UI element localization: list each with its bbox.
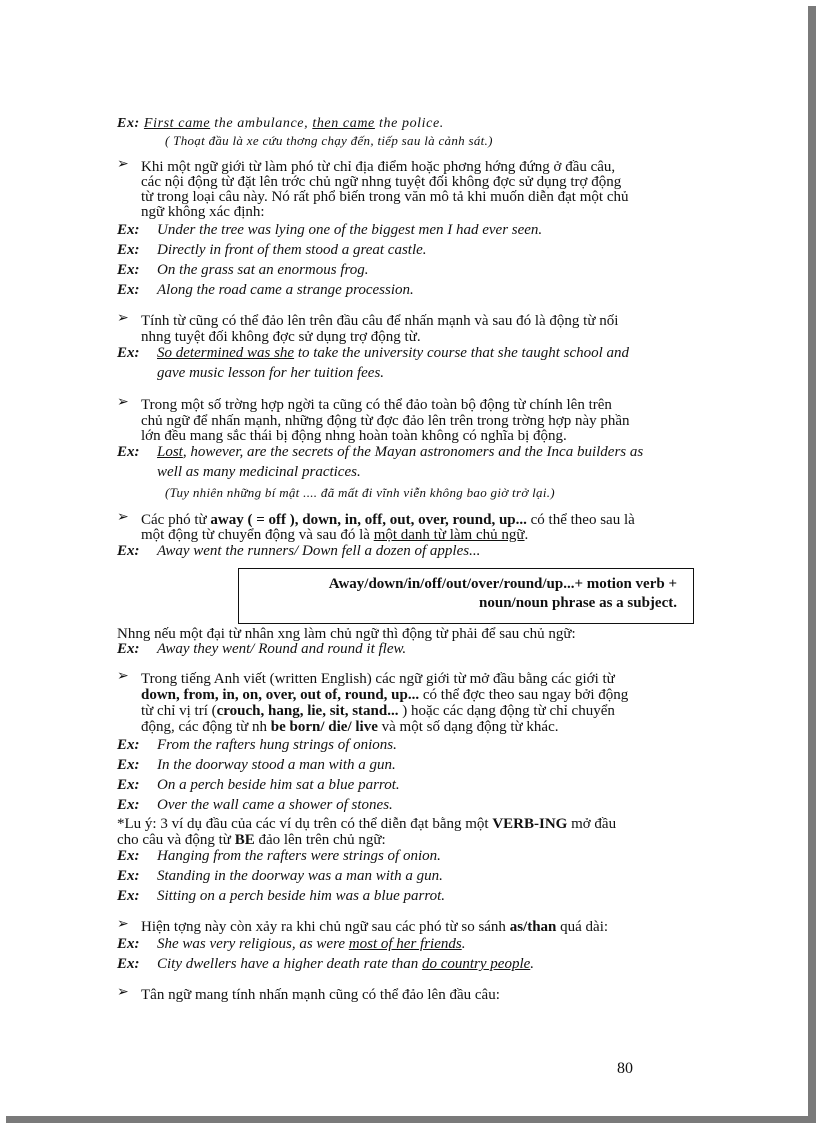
example-line: gave music lesson for her tuition fees. xyxy=(157,365,385,381)
example-line: Ex: City dwellers have a higher death rate than do country people. xyxy=(117,956,535,972)
bullet-icon: ➢ xyxy=(117,669,129,684)
section5-line: Trong tiếng Anh viết (written English) các ngữ giới từ mở đầu bằng các giới từ xyxy=(141,671,615,687)
formula-line: Away/down/in/off/out/over/round/up...+ motion verb + xyxy=(328,576,677,592)
bullet-icon: ➢ xyxy=(117,510,129,525)
section5-line: down, from, in, on, over, out of, round, up... có thể đợc theo sau ngay bởi động xyxy=(141,687,629,703)
section5-note: cho câu và động từ BE đảo lên trên chủ ngữ: xyxy=(117,832,386,848)
section1-line: các nội động từ đặt lên trớc chủ ngữ nhng tuyệt đối không đợc sử dụng trợ động xyxy=(141,174,622,190)
example-line: Ex: Sitting on a perch beside him was a blue parrot. xyxy=(117,888,446,904)
example-line: Ex: Under the tree was lying one of the biggest men I had ever seen. xyxy=(117,222,543,238)
example-line: well as many medicinal practices. xyxy=(157,464,361,480)
example-line: Ex: From the rafters hung strings of onions. xyxy=(117,737,397,753)
section2-line: Tính từ cũng có thể đảo lên trên đầu câu để nhấn mạnh và sau đó là động từ nối xyxy=(141,313,619,329)
section4-line: Các phó từ away ( = off ), down, in, off, out, over, round, up... có thể theo sau là xyxy=(141,512,635,528)
section3-line: lớn đều mang sắc thái bị động nhng hoàn toàn không có nghĩa bị động. xyxy=(141,428,567,444)
ex-label: Ex: xyxy=(117,116,140,131)
section4-line: một động từ chuyển động và sau đó là một danh từ làm chủ ngữ. xyxy=(141,527,529,543)
bullet-icon: ➢ xyxy=(117,985,129,1000)
example-line: Ex: Lost, however, are the secrets of the Mayan astronomers and the Inca builders as xyxy=(117,444,644,460)
example-line: Ex: On the grass sat an enormous frog. xyxy=(117,262,369,278)
section5-line: từ chỉ vị trí (crouch, hang, lie, sit, stand... ) hoặc các dạng động từ chỉ chuyển xyxy=(141,703,615,719)
section7-line: Tân ngữ mang tính nhấn mạnh cũng có thể đảo lên đầu câu: xyxy=(141,987,500,1003)
example-line: Ex: So determined was she to take the university course that she taught school and xyxy=(117,345,630,361)
section2-line: nhng tuyệt đối không đợc sử dụng trợ động từ. xyxy=(141,329,421,345)
section1-line: từ trong loại câu này. Nó rất phổ biến trong văn mô tả khi muốn diễn đạt một chủ xyxy=(141,189,629,205)
bullet-icon: ➢ xyxy=(117,311,129,326)
formula-line: noun/noun phrase as a subject. xyxy=(479,595,677,611)
example-line: Ex: Away they went/ Round and round it flew. xyxy=(117,641,407,657)
example-line: Ex: Directly in front of them stood a great castle. xyxy=(117,242,427,258)
section5-line: động, các động từ nh be born/ die/ live và một số dạng động từ khác. xyxy=(141,719,559,735)
example-line: Ex: On a perch beside him sat a blue parrot. xyxy=(117,777,400,793)
section1-line: Khi một ngữ giới từ làm phó từ chỉ địa điểm hoặc phơng hớng đứng ở đầu câu, xyxy=(141,159,616,175)
example-line: Ex: She was very religious, as were most of her friends. xyxy=(117,936,466,952)
example-line: Ex: Along the road came a strange procession. xyxy=(117,282,414,298)
page-shadow-bottom xyxy=(6,1116,816,1123)
page-shadow-right xyxy=(808,6,816,1123)
top-example: Ex: First came the ambulance, then came the police. xyxy=(117,116,444,131)
section4-note: Nhng nếu một đại từ nhân xng làm chủ ngữ thì động từ phải để sau chủ ngữ: xyxy=(117,626,576,642)
section1-line: ngữ không xác định: xyxy=(141,204,265,220)
bullet-icon: ➢ xyxy=(117,157,129,172)
example-line: Ex: Over the wall came a shower of stones. xyxy=(117,797,393,813)
bullet-icon: ➢ xyxy=(117,395,129,410)
section3-translation: (Tuy nhiên những bí mật .... đã mất đi vĩnh viễn không bao giờ trở lại.) xyxy=(165,485,555,500)
bullet-icon: ➢ xyxy=(117,917,129,932)
section5-note: *Lu ý: 3 ví dụ đầu của các ví dụ trên có thể diễn đạt bằng một VERB-ING mở đầu xyxy=(117,816,617,832)
section3-line: chủ ngữ để nhấn mạnh, những động từ đợc đảo lên trên trong trờng hợp này phần xyxy=(141,413,630,429)
page-number: 80 xyxy=(617,1060,633,1077)
example-line: Ex: Standing in the doorway was a man with a gun. xyxy=(117,868,443,884)
formula-box xyxy=(238,568,694,624)
example-line: Ex: Away went the runners/ Down fell a dozen of apples... xyxy=(117,543,481,559)
section6-line: Hiện tợng này còn xảy ra khi chủ ngữ sau các phó từ so sánh as/than quá dài: xyxy=(141,919,609,935)
section3-line: Trong một số trờng hợp ngời ta cũng có thể đảo toàn bộ động từ chính lên trên xyxy=(141,397,612,413)
example-line: Ex: In the doorway stood a man with a gun. xyxy=(117,757,396,773)
example-line: Ex: Hanging from the rafters were strings of onion. xyxy=(117,848,441,864)
top-example-translation: ( Thoạt đầu là xe cứu thơng chạy đến, tiếp sau là cảnh sát.) xyxy=(165,133,493,148)
